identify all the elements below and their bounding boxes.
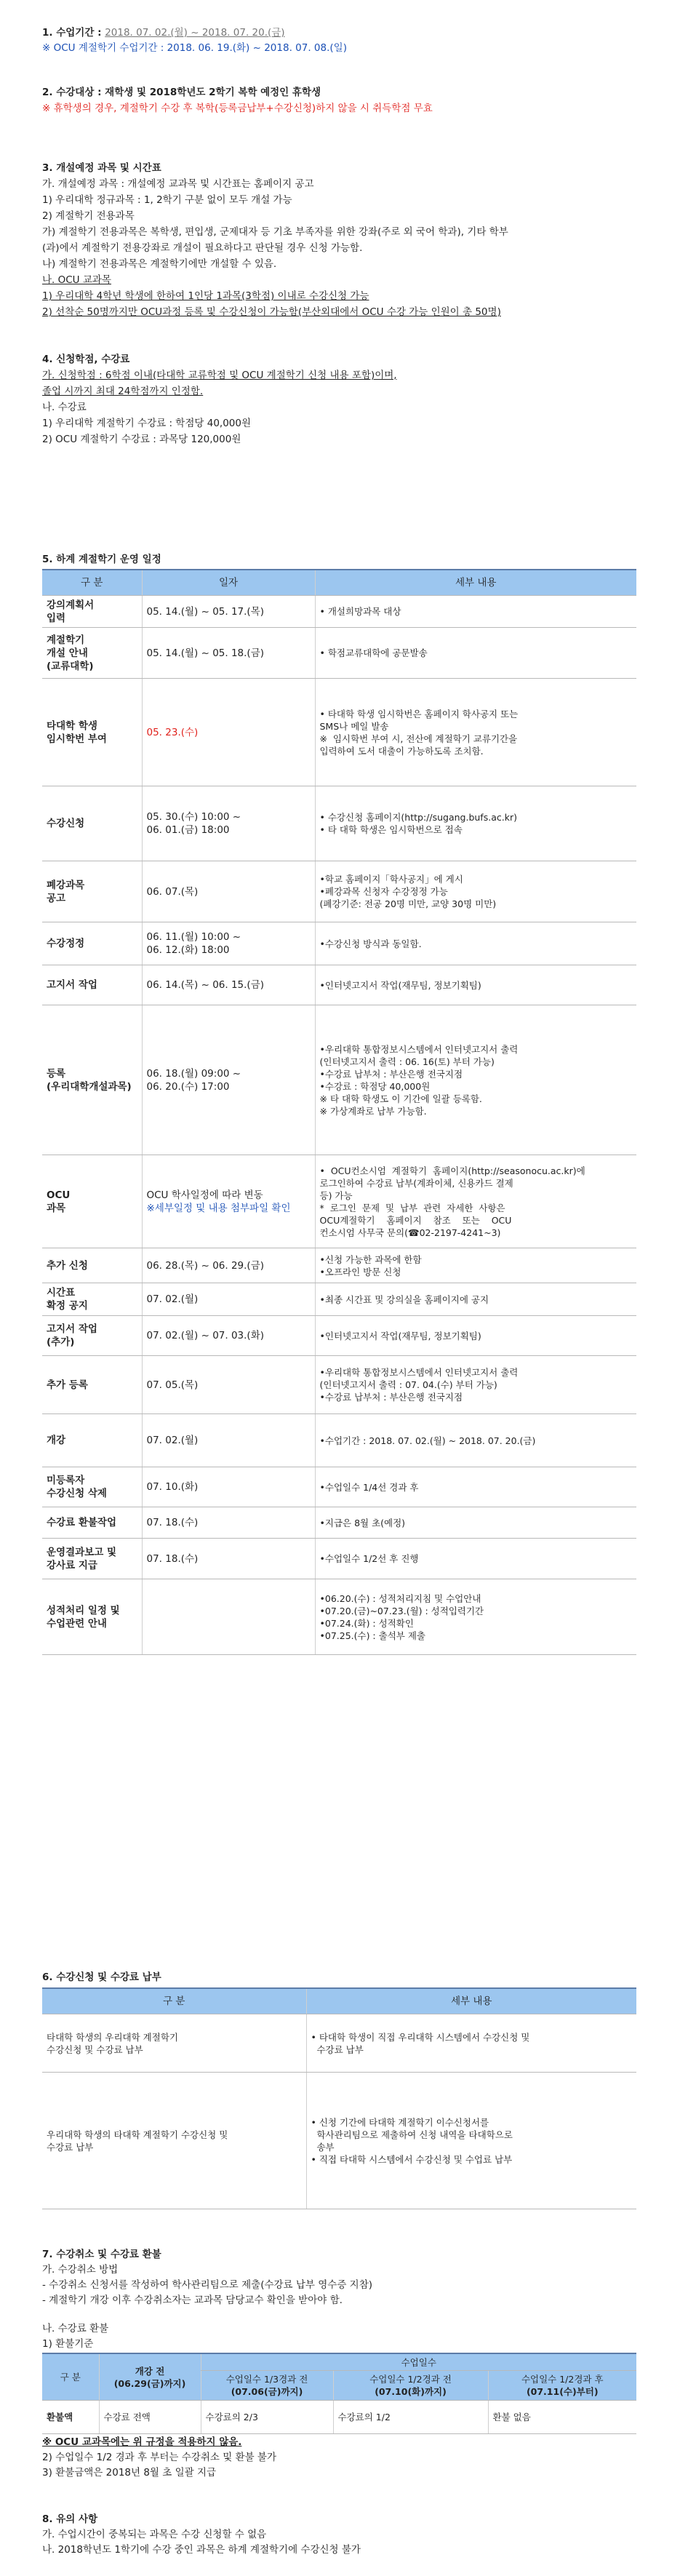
s7-line: - 수강취소 신청서를 작성하여 학사관리팀으로 제출(수강료 납부 영수증 지참) — [42, 2279, 373, 2291]
schedule-header-kind: 구 분 — [42, 570, 142, 596]
schedule-cell-date — [142, 1414, 315, 1467]
schedule-cell-kind — [42, 1579, 142, 1655]
schedule-cell-detail — [315, 1155, 636, 1248]
schedule-cell-detail — [315, 1467, 636, 1507]
cell-line: 시간표 — [47, 1287, 76, 1299]
section-2-note: ※ 휴학생의 경우, 계절학기 수강 후 복학(등록금납부+수강신청)하지 않을 시 취득학점 무효 — [42, 103, 433, 114]
schedule-cell-detail — [315, 1579, 636, 1655]
schedule-cell-kind — [42, 786, 142, 861]
s3-line: 가. 개설예정 과목 : 개설예정 교과목 및 시간표는 홈페이지 공고 — [42, 178, 314, 190]
cell-line: ※ 타 대학 학생도 이 기간에 일괄 등록함. — [319, 1093, 482, 1104]
schedule-cell-detail — [315, 1248, 636, 1283]
schedule-table — [42, 569, 636, 1655]
cell-line: • 개설희망과목 대상 — [319, 606, 401, 617]
cell-line: •수강료 : 학점당 40,000원 — [319, 1080, 431, 1092]
cell-line: ※ 임시학번 부여 시, 전산에 계절학기 교류기간을 — [319, 733, 518, 744]
schedule-cell-kind — [42, 596, 142, 628]
cell-line: 고지서 작업 — [47, 1323, 97, 1335]
cell-line: • 타 대학 학생은 임시학번으로 접속 — [319, 824, 463, 835]
cell-line: • 타대학 학생 임시학번은 홈페이지 학사공지 또는 — [319, 708, 519, 719]
cell-line: • 수강신청 홈페이지(http://sugang.bufs.ac.kr) — [319, 812, 517, 823]
refund-header-half-after: 수업일수 1/2경과 후 (07.11(수)부터) — [488, 2371, 636, 2401]
cell-line: 로그인하여 수강료 납부(계좌이체, 신용카드 결제 — [319, 1177, 513, 1189]
cell-line: •07.20.(금)~07.23.(월) : 성적입력기간 — [319, 1605, 484, 1616]
schedule-header-row — [42, 570, 636, 596]
table-row — [42, 965, 636, 1005]
cell-line: •오프라인 방문 신청 — [319, 1266, 401, 1277]
table-row — [42, 1155, 636, 1248]
cell-line: (추가) — [47, 1336, 75, 1348]
s4-line: 1) 우리대학 계절학기 수강료 : 학점당 40,000원 — [42, 418, 252, 429]
s7-line: - 계절학기 개강 이후 수강취소자는 교과목 담당교수 확인을 받아야 함. — [42, 2294, 343, 2306]
s3-line: 나. OCU 교과목 — [42, 274, 111, 286]
refund-header-kind: 구 분 — [42, 2353, 99, 2401]
cell-line: OCU 학사일정에 따라 변동 — [146, 1189, 263, 1201]
cell-line: 추가 등록 — [47, 1379, 88, 1391]
schedule-cell-detail — [315, 786, 636, 861]
cell-line: 고지서 작업 — [47, 979, 97, 991]
registration-header-detail: 세부 내용 — [306, 1988, 636, 2014]
refund-table — [42, 2353, 636, 2434]
cell-line: •폐강과목 신청자 수강정정 가능 — [319, 886, 448, 897]
schedule-cell-kind — [42, 1414, 142, 1467]
section-6-title: 6. 수강신청 및 수강료 납부 — [42, 1971, 161, 1983]
schedule-cell-kind — [42, 1248, 142, 1283]
cell-line: 계절학기 — [47, 634, 85, 646]
s7-note: ※ OCU 교과목에는 위 규정을 적용하지 않음. — [42, 2436, 242, 2448]
cell-line: 확정 공지 — [47, 1300, 88, 1312]
cell-line: SMS나 메일 발송 — [319, 720, 389, 732]
cell-line: •수업일수 1/4선 경과 후 — [319, 1481, 419, 1493]
schedule-cell-date — [142, 628, 315, 679]
s7-line: 나. 수강료 환불 — [42, 2323, 109, 2334]
cell-line: 07. 18.(수) — [146, 1552, 199, 1565]
refund-cell: 수강료의 1/2 — [333, 2401, 488, 2434]
s4-line: 2) OCU 계절학기 수강료 : 과목당 120,000원 — [42, 434, 241, 445]
schedule-cell-kind — [42, 679, 142, 786]
section-1-title: 1. 수업기간 : 2018. 07. 02.(월) ~ 2018. 07. 20.(금) — [42, 27, 285, 39]
table-row — [42, 1467, 636, 1507]
table-row — [42, 1356, 636, 1414]
schedule-cell-detail — [315, 965, 636, 1005]
s7-note: 2) 수업일수 1/2 경과 후 부터는 수강취소 및 환불 불가 — [42, 2452, 276, 2463]
schedule-cell-date — [142, 596, 315, 628]
cell-line: • OCU컨소시엄 계절학기 홈페이지(http://seasonocu.ac.kr)에 — [319, 1165, 585, 1176]
cell-line: • 학점교류대학에 공문발송 — [319, 647, 428, 658]
refund-header-days: 수업일수 — [201, 2353, 636, 2371]
schedule-cell-date — [142, 965, 315, 1005]
cell-line: OCU — [47, 1189, 71, 1201]
schedule-cell-kind — [42, 1005, 142, 1155]
cell-line: 성적처리 일정 및 — [47, 1604, 120, 1616]
refund-header-before: 개강 전 (06.29(금)까지) — [99, 2353, 201, 2401]
cell-line: 07. 02.(월) — [146, 1293, 199, 1305]
schedule-cell-kind — [42, 922, 142, 965]
cell-line: •인터넷고지서 작업(재무팀, 정보기획팀) — [319, 979, 481, 991]
schedule-cell-date — [142, 679, 315, 786]
schedule-cell-date — [142, 1467, 315, 1507]
schedule-cell-detail — [315, 1539, 636, 1579]
cell-line: •수업기간 : 2018. 07. 02.(월) ~ 2018. 07. 20.(금) — [319, 1435, 536, 1446]
cell-line: 수강신청 — [47, 818, 85, 829]
s3-line: 가) 계절학기 전용과목은 복학생, 편입생, 군제대자 등 기초 부족자를 위한 강좌(주로 외 국어 학과), 기타 학부 — [42, 226, 508, 238]
schedule-header-date: 일자 — [142, 570, 315, 596]
table-row — [42, 1539, 636, 1579]
schedule-cell-date — [142, 1248, 315, 1283]
schedule-cell-kind — [42, 965, 142, 1005]
schedule-cell-date — [142, 1005, 315, 1155]
cell-line: OCU계절학기 홈페이지 참조 또는 OCU — [319, 1214, 512, 1226]
table-row — [42, 1248, 636, 1283]
s3-line: 1) 우리대학 4학년 학생에 한하여 1인당 1과목(3학점) 이내로 수강신청 가능 — [42, 290, 369, 302]
cell-line: •우리대학 통합정보시스템에서 인터넷고지서 출력 — [319, 1043, 519, 1055]
cell-line: •07.25.(수) : 출석부 제출 — [319, 1630, 425, 1641]
cell-line: 입력하여 도서 대출이 가능하도록 조치함. — [319, 745, 484, 757]
s3-line: 2) 계절학기 전용과목 — [42, 210, 135, 222]
cell-line: 06. 14.(목) ~ 06. 15.(금) — [146, 979, 265, 991]
schedule-cell-detail — [315, 1316, 636, 1356]
refund-row-label: 환불액 — [42, 2401, 99, 2434]
schedule-cell-date — [142, 922, 315, 965]
cell-line: 수강신청 삭제 — [47, 1488, 107, 1499]
registration-row2-detail: • 신청 기간에 타대학 계절학기 이수신청서를 학사관리팀으로 제출하여 신청 내역을 타대학으로 송부 • 직접 타대학 시스템에서 수강신청 및 수업료 납부 — [306, 2073, 636, 2209]
cell-line: •07.24.(화) : 성적확인 — [319, 1617, 414, 1629]
cell-line: 등) 가능 — [319, 1189, 353, 1201]
cell-line: 06. 12.(화) 18:00 — [146, 944, 230, 956]
cell-line: •수강신청 방식과 동일함. — [319, 938, 422, 949]
schedule-cell-kind — [42, 1356, 142, 1414]
s3-line: 1) 우리대학 정규과목 : 1, 2학기 구분 없이 모두 개설 가능 — [42, 194, 292, 206]
cell-line: 수강료 환불작업 — [47, 1517, 116, 1528]
schedule-cell-detail — [315, 922, 636, 965]
schedule-cell-kind — [42, 1283, 142, 1316]
schedule-cell-kind — [42, 1507, 142, 1539]
s3-line: 나) 계절학기 전용과목은 계절학기에만 개설할 수 있음. — [42, 258, 277, 270]
cell-line: 개설 안내 — [47, 647, 88, 659]
section-8-title: 8. 유의 사항 — [42, 2513, 98, 2525]
schedule-cell-date — [142, 1283, 315, 1316]
cell-line: 07. 10.(화) — [146, 1481, 199, 1493]
s4-line: 졸업 시까지 최대 24학점까지 인정함. — [42, 386, 204, 397]
cell-line: 05. 14.(월) ~ 05. 17.(목) — [146, 605, 265, 618]
s7-line: 가. 수강취소 방법 — [42, 2264, 119, 2276]
cell-line: •지급은 8월 초(예정) — [319, 1517, 406, 1528]
table-row — [42, 1005, 636, 1155]
schedule-cell-kind — [42, 1316, 142, 1356]
schedule-cell-date — [142, 1579, 315, 1655]
cell-line: 임시학번 부여 — [47, 733, 107, 745]
cell-line: (교류대학) — [47, 660, 94, 672]
cell-line: 05. 14.(월) ~ 05. 18.(금) — [146, 647, 265, 659]
section-3-title: 3. 개설예정 과목 및 시간표 — [42, 162, 161, 174]
s7-line: 1) 환불기준 — [42, 2338, 94, 2350]
cell-line: 06. 11.(월) 10:00 ~ — [146, 931, 241, 943]
cell-line: 05. 23.(수) — [146, 726, 199, 738]
table-row — [42, 2401, 636, 2434]
table-row — [42, 2073, 636, 2209]
schedule-header-detail: 세부 내용 — [315, 570, 636, 596]
schedule-cell-date — [142, 1316, 315, 1356]
refund-cell: 수강료의 2/3 — [201, 2401, 333, 2434]
cell-line: 추가 신청 — [47, 1259, 88, 1272]
cell-line: 등록 — [47, 1067, 66, 1080]
schedule-cell-detail — [315, 1507, 636, 1539]
cell-line: 강사료 지급 — [47, 1559, 97, 1571]
cell-line: •학교 홈페이지「학사공지」에 게시 — [319, 874, 463, 885]
cell-line: 06. 01.(금) 18:00 — [146, 824, 230, 836]
s7-note: 3) 환불금액은 2018년 8월 초 일괄 지급 — [42, 2467, 217, 2479]
cell-line: 수업관련 안내 — [47, 1617, 107, 1630]
schedule-cell-kind — [42, 861, 142, 922]
table-row — [42, 1414, 636, 1467]
cell-line: 미등록자 — [47, 1475, 85, 1486]
s4-line: 나. 수강료 — [42, 402, 87, 413]
registration-row2-kind: 우리대학 학생의 타대학 계절학기 수강신청 및 수강료 납부 — [42, 2073, 306, 2209]
cell-line: •06.20.(수) : 성적처리지침 및 수업안내 — [319, 1592, 481, 1604]
section-4-title: 4. 신청학점, 수강료 — [42, 354, 130, 365]
schedule-cell-detail — [315, 679, 636, 786]
schedule-cell-detail — [315, 1283, 636, 1316]
cell-line: •수업일수 1/2선 후 진행 — [319, 1553, 419, 1564]
registration-header-kind: 구 분 — [42, 1988, 306, 2014]
cell-line: ※ 가상계좌로 납부 가능함. — [319, 1105, 427, 1117]
cell-line: 07. 05.(목) — [146, 1379, 199, 1391]
cell-line: 개강 — [47, 1435, 66, 1446]
cell-line: •우리대학 통합정보시스템에서 인터넷고지서 출력 — [319, 1367, 519, 1378]
table-row — [42, 1507, 636, 1539]
table-row — [42, 596, 636, 628]
schedule-cell-date — [142, 1155, 315, 1248]
table-row — [42, 786, 636, 861]
registration-table — [42, 1987, 636, 2209]
cell-line: •수강료 납부처 : 부산은행 전국지점 — [319, 1068, 463, 1080]
cell-line: ※세부일정 및 내용 첨부파일 확인 — [146, 1202, 291, 1214]
refund-cell: 수강료 전액 — [99, 2401, 201, 2434]
cell-line: 공고 — [47, 892, 66, 904]
cell-line: 입력 — [47, 612, 66, 624]
cell-line: * 로그인 문제 및 납부 관련 자세한 사항은 — [319, 1202, 505, 1213]
table-row — [42, 628, 636, 679]
cell-line: 컨소시엄 사무국 문의(☎02-2197-4241~3) — [319, 1227, 501, 1238]
schedule-cell-detail — [315, 1414, 636, 1467]
s3-line: (과)에서 계절학기 전용강좌로 개설이 필요하다고 판단될 경우 신청 가능함. — [42, 242, 363, 254]
schedule-cell-kind — [42, 1539, 142, 1579]
schedule-cell-date — [142, 861, 315, 922]
cell-line: 운영결과보고 및 — [47, 1546, 116, 1558]
schedule-cell-kind — [42, 1155, 142, 1248]
schedule-cell-date — [142, 1356, 315, 1414]
schedule-cell-date — [142, 1539, 315, 1579]
schedule-cell-detail — [315, 596, 636, 628]
section-2-title: 2. 수강대상 : 재학생 및 2018학년도 2학기 복학 예정인 휴학생 — [42, 87, 321, 98]
registration-row1-detail: • 타대학 학생이 직접 우리대학 시스템에서 수강신청 및 수강료 납부 — [306, 2014, 636, 2073]
cell-line: 07. 02.(월) ~ 07. 03.(화) — [146, 1330, 265, 1341]
section-5-title: 5. 하계 계절학기 운영 일정 — [42, 554, 161, 565]
table-row — [42, 922, 636, 965]
table-row — [42, 1283, 636, 1316]
schedule-cell-detail — [315, 1005, 636, 1155]
schedule-cell-kind — [42, 628, 142, 679]
cell-line: •인터넷고지서 작업(재무팀, 정보기획팀) — [319, 1330, 481, 1341]
cell-line: •신청 가능한 과목에 한함 — [319, 1253, 422, 1265]
cell-line: 07. 18.(수) — [146, 1517, 199, 1528]
section-1-note: ※ OCU 계절학기 수업기간 : 2018. 06. 19.(화) ~ 2018. 07. 08.(일) — [42, 42, 347, 54]
section-7-title: 7. 수강취소 및 수강료 환불 — [42, 2249, 161, 2260]
refund-cell: 환불 없음 — [488, 2401, 636, 2434]
table-row — [42, 2014, 636, 2073]
schedule-cell-date — [142, 786, 315, 861]
table-row — [42, 861, 636, 922]
schedule-cell-detail — [315, 628, 636, 679]
cell-line: 06. 28.(목) ~ 06. 29.(금) — [146, 1259, 265, 1272]
cell-line: (인터넷고지서 출력 : 07. 04.(수) 부터 가능) — [319, 1379, 497, 1390]
cell-line: (폐강기준: 전공 20명 미만, 교양 30명 미만) — [319, 898, 497, 909]
cell-line: 06. 07.(목) — [146, 885, 199, 898]
schedule-cell-detail — [315, 1356, 636, 1414]
cell-line: 06. 18.(월) 09:00 ~ — [146, 1067, 241, 1080]
cell-line: (인터넷고지서 출력 : 06. 16(토) 부터 가능) — [319, 1056, 495, 1067]
s8-line: 가. 수업시간이 중복되는 과목은 수강 신청할 수 없음 — [42, 2529, 267, 2540]
s8-line: 나. 2018학년도 1학기에 수강 중인 과목은 하계 계절학기에 수강신청 불가 — [42, 2544, 361, 2556]
schedule-cell-detail — [315, 861, 636, 922]
cell-line: (우리대학개설과목) — [47, 1080, 132, 1093]
schedule-cell-kind — [42, 1467, 142, 1507]
s3-line: 2) 선착순 50명까지만 OCU과정 등록 및 수강신청이 가능함(부산외대에서 OCU 수강 가능 인원이 총 50명) — [42, 306, 501, 318]
cell-line: 06. 20.(수) 17:00 — [146, 1080, 230, 1093]
cell-line: 05. 30.(수) 10:00 ~ — [146, 811, 241, 823]
refund-header-half-before: 수업일수 1/2경과 전 (07.10(화)까지) — [333, 2371, 488, 2401]
s4-line: 가. 신청학점 : 6학점 이내(타대학 교류학점 및 OCU 계절학기 신청 내용 포함)이며, — [42, 370, 397, 381]
refund-header-third: 수업일수 1/3경과 전 (07.06(금)까지) — [201, 2371, 333, 2401]
registration-row1-kind: 타대학 학생의 우리대학 계절학기 수강신청 및 수강료 납부 — [42, 2014, 306, 2073]
table-row — [42, 679, 636, 786]
cell-line: •수강료 납부처 : 부산은행 전국지점 — [319, 1392, 463, 1403]
cell-line: 타대학 학생 — [47, 719, 97, 732]
table-row — [42, 1579, 636, 1655]
cell-line: 폐강과목 — [47, 879, 85, 891]
cell-line: 07. 02.(월) — [146, 1435, 199, 1446]
cell-line: 강의계획서 — [47, 599, 95, 611]
table-row — [42, 1316, 636, 1356]
schedule-cell-date — [142, 1507, 315, 1539]
cell-line: 과목 — [47, 1202, 66, 1214]
cell-line: •최종 시간표 및 강의실을 홈페이지에 공지 — [319, 1293, 489, 1305]
cell-line: 수강정정 — [47, 938, 85, 949]
